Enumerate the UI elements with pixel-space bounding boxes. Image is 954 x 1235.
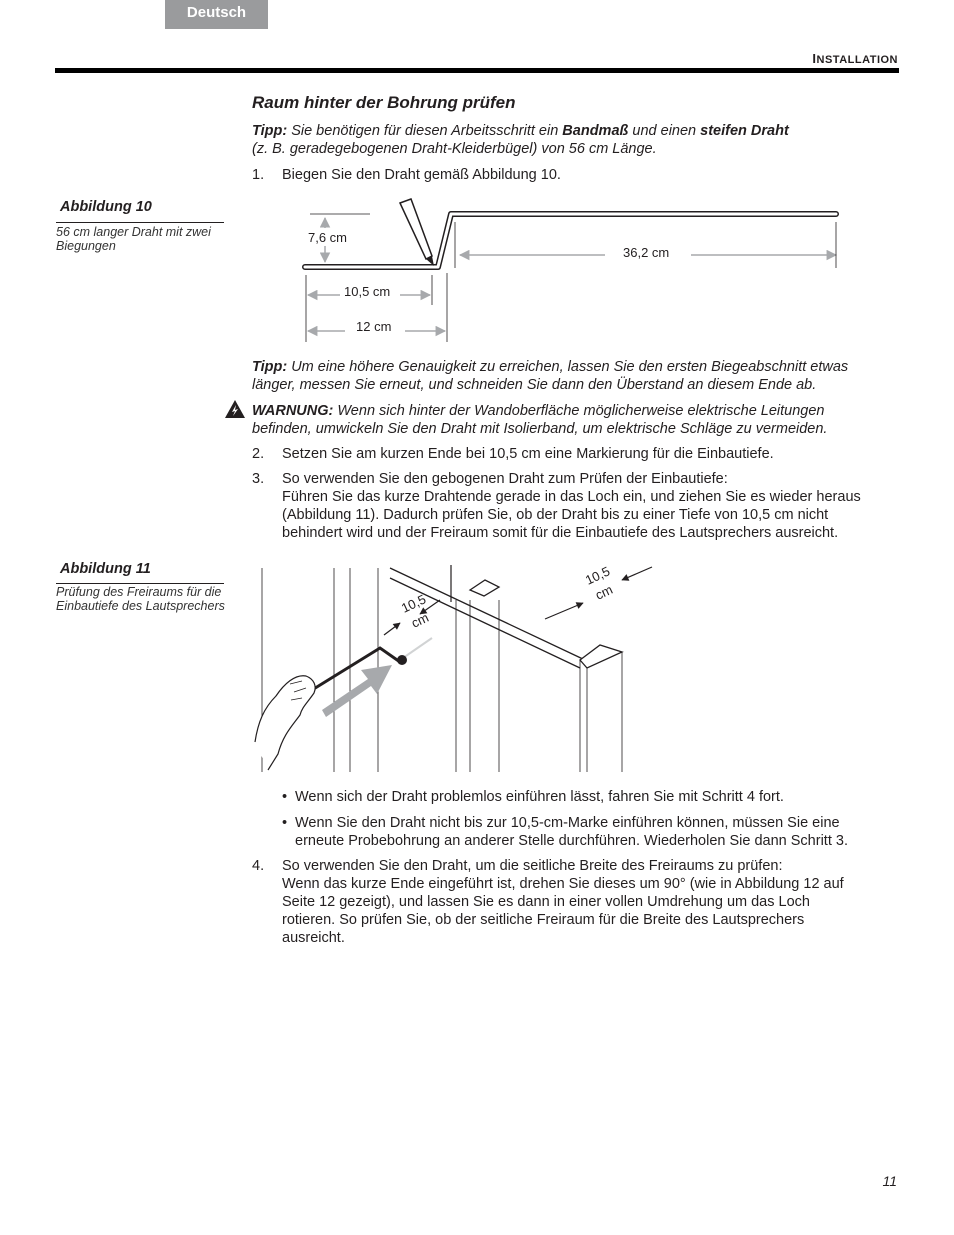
step-number: 4.: [252, 858, 265, 874]
tip-text: und einen: [628, 123, 701, 139]
bullet-text-line1: Wenn Sie den Draht nicht bis zur 10,5-cm-Marke einführen können, müssen Sie eine: [295, 815, 840, 831]
tip-required-tools: [252, 122, 902, 158]
step-text-line5: ausreicht.: [282, 930, 345, 946]
step-text-line1: So verwenden Sie den gebogenen Draht zum Prüfen der Einbautiefe:: [282, 471, 728, 487]
depth-label-right-num: 10,5: [582, 563, 613, 588]
tip-text-line2: (z. B. geradegebogenen Draht-Kleiderbügel) von 56 cm Länge.: [252, 141, 657, 157]
step-text-line2: Wenn das kurze Ende eingeführt ist, drehen Sie dieses um 90° (wie in Abbildung 12 auf: [282, 876, 844, 892]
step-1: [252, 166, 902, 184]
step-number: 2.: [252, 446, 265, 462]
tip-label: Tipp:: [252, 123, 288, 139]
step-text-line3: (Abbildung 11). Dadurch prüfen Sie, ob der Draht bis zu einer Tiefe von 10,5 cm nicht: [282, 507, 829, 523]
wire-mark: [397, 655, 407, 665]
tip-accuracy: [252, 358, 902, 394]
step-3: [252, 470, 902, 546]
figure-11-caption: Prüfung des Freiraums für die Einbautiefe des Lautsprechers: [56, 585, 225, 613]
step-4: [252, 857, 902, 951]
bullet-item-2: [252, 814, 902, 850]
step-text-line1: So verwenden Sie den Draht, um die seitliche Breite des Freiraums zu prüfen:: [282, 858, 783, 874]
section-label: [812, 51, 898, 66]
depth-label-left-num: 10,5: [398, 591, 429, 616]
step-text-line2: Führen Sie das kurze Drahtende gerade in das Loch ein, und ziehen Sie es wieder heraus: [282, 489, 861, 505]
bullet-text-line2: erneute Probebohrung an anderer Stelle durchführen. Wiederholen Sie dann Schritt 3.: [295, 833, 848, 849]
dim-label-height: 7,6 cm: [308, 230, 348, 245]
step-number: 3.: [252, 471, 265, 487]
depth-label-right-unit: cm: [592, 581, 615, 603]
wire-fill: [305, 214, 836, 267]
warning-lightning-icon: [224, 399, 246, 419]
bullet-text: Wenn sich der Draht problemlos einführen lässt, fahren Sie mit Schritt 4 fort.: [295, 789, 784, 805]
figure-10-rule: [56, 222, 224, 223]
tip-bold-tape: Bandmaß: [562, 123, 629, 139]
tip-bold-wire: steifen Draht: [700, 123, 789, 139]
tip-text: Um eine höhere Genauigkeit zu erreichen, lassen Sie den ersten Biegeabschnitt etwas: [287, 359, 849, 375]
bullet-item-1: [252, 788, 902, 806]
warning-text-line2: befinden, umwickeln Sie den Draht mit Isolierband, um elektrische Schläge zu vermeiden.: [252, 421, 828, 437]
page-number: 11: [882, 1173, 897, 1189]
figure-11-rule: [56, 583, 224, 584]
tip-label: Tipp:: [252, 359, 288, 375]
warning-label: WARNUNG:: [252, 403, 334, 419]
dim-label-total: 12 cm: [356, 319, 392, 334]
warning-text: Wenn sich hinter der Wandoberfläche möglicherweise elektrische Leitungen: [333, 403, 825, 419]
wall-studs: [262, 568, 622, 772]
header-rule: [55, 68, 899, 73]
language-tab[interactable]: Deutsch: [165, 0, 268, 29]
figure-10-caption: 56 cm langer Draht mit zwei Biegungen: [56, 225, 211, 253]
step-number: 1.: [252, 167, 265, 183]
figure-10-label: Abbildung 10: [60, 199, 152, 215]
section-label-cap: I: [812, 51, 817, 66]
step-text: Setzen Sie am kurzen Ende bei 10,5 cm eine Markierung für die Einbautiefe.: [282, 446, 774, 462]
step-text: Biegen Sie den Draht gemäß Abbildung 10.: [282, 167, 561, 183]
bullet-symbol: •: [282, 815, 288, 831]
page-heading: Raum hinter der Bohrung prüfen: [252, 93, 516, 112]
bullet-symbol: •: [282, 789, 288, 805]
step-text-line4: behindert wird und der Freiraum somit für die Einbautiefe des Lautsprechers ausreicht.: [282, 525, 839, 541]
figure-11-label: Abbildung 11: [60, 561, 151, 577]
step-2: [252, 445, 902, 463]
section-label-rest: NSTALLATION: [816, 54, 898, 66]
tip-text-line2: länger, messen Sie erneut, und schneiden Sie dann den Überstand an diesem Ende ab.: [252, 377, 817, 393]
wire-outline: [305, 214, 836, 267]
dim-label-long: 36,2 cm: [623, 245, 670, 260]
dim-label-short: 10,5 cm: [344, 284, 391, 299]
step-text-line4: rotieren. So prüfen Sie, ob der seitliche Freiraum für die Breite des Lautsprechers: [282, 912, 805, 928]
warning-notice: [252, 402, 902, 438]
figure-10-wire-diagram: [290, 195, 850, 350]
pencil-icon: [400, 199, 434, 266]
insert-direction-arrow: [322, 665, 392, 717]
tip-text: Sie benötigen für diesen Arbeitsschritt ein: [287, 123, 563, 139]
depth-label-left-unit: cm: [408, 609, 431, 631]
step-text-line3: Seite 12 gezeigt), und lassen Sie es dann in einer vollen Umdrehung um das Loch: [282, 894, 810, 910]
hand-icon: [255, 676, 315, 770]
figure-11-depth-check-diagram: [245, 560, 665, 775]
